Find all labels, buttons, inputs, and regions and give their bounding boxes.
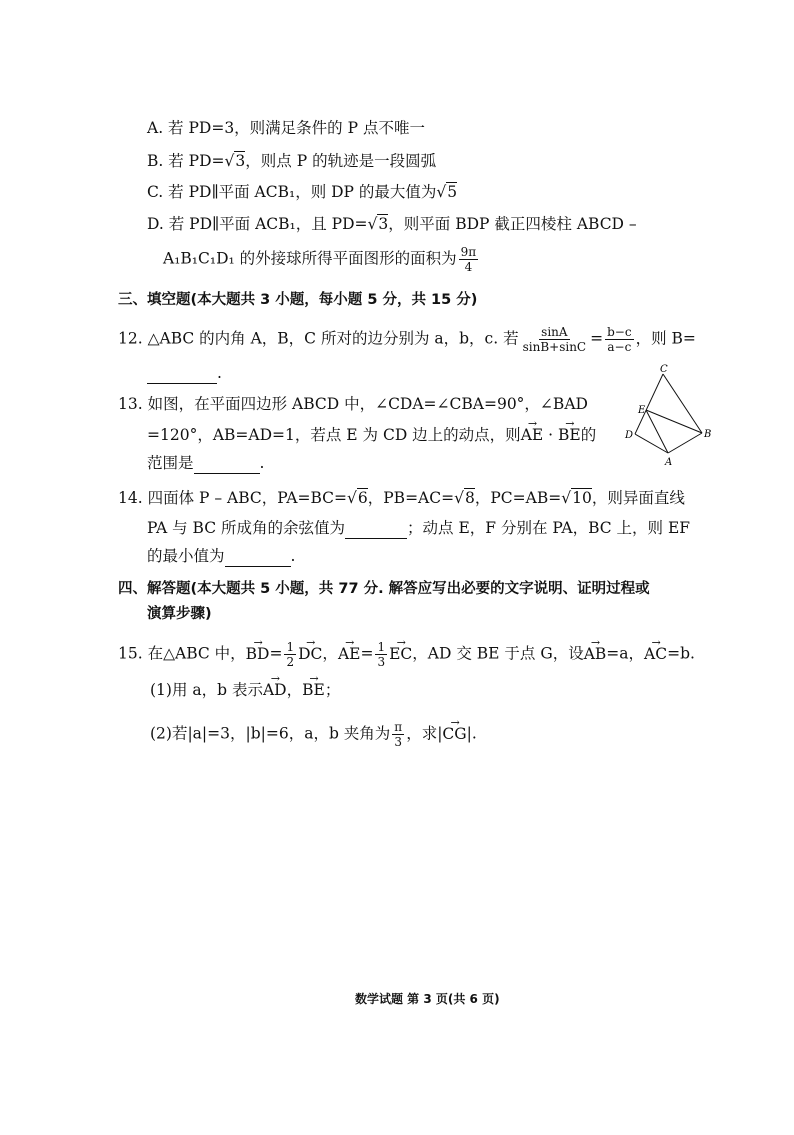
label-c: C — [660, 364, 668, 375]
label-a: A — [665, 457, 673, 468]
question-14-line1: 14. 四面体 P – ABC，PA=BC=√6，PB=AC=√8，PC=AB=√10，则异面直线 — [118, 489, 685, 507]
edge-cb — [663, 374, 702, 433]
question-14-line3: 的最小值为 . — [147, 547, 296, 565]
option-a: A. 若 PD=3，则满足条件的 P 点不唯一 — [147, 119, 425, 137]
label-d: D — [625, 430, 634, 441]
label-b: B — [704, 429, 712, 440]
question-13-line1: 13. 如图，在平面四边形 ABCD 中，∠CDA=∠CBA=90°，∠BAD — [118, 395, 588, 413]
question-12: 12. △ABC 的内角 A，B，C 所对的边分别为 a，b，c. 若 $\frac{\sin A}{\sin B+\sin C}$ = $\frac{b-c}{a-c}$ ，则 B= — [118, 325, 696, 354]
option-c: C. 若 PD∥平面 ACB₁，则 DP 的最大值为√5 — [147, 183, 458, 201]
edge-cd — [635, 374, 663, 434]
quadrilateral-figure — [618, 362, 718, 470]
question-15-stem: 15. 在△ABC 中，→ BD= $\frac{1}{2}$ → DC，→ AE= $\frac{1}{3}$ → EC，AD 交 BE 于点 G，设→ AB=a，→ AC=b. — [118, 640, 695, 669]
option-b: B. 若 PD=√3，则点 P 的轨迹是一段圆弧 — [147, 152, 437, 170]
segment-eb — [646, 410, 702, 433]
page-footer: 数学试题 第 3 页(共 6 页) — [355, 992, 500, 1006]
section-4-heading: 四、解答题(本大题共 5 小题，共 77 分. 解答应写出必要的文字说明、证明过程或 — [118, 581, 650, 597]
question-14-line2: PA 与 BC 所成角的余弦值为 ；动点 E，F 分别在 PA，BC 上，则 EF — [147, 519, 691, 537]
question-12-answer: . — [147, 362, 222, 384]
section-4-heading-cont: 演算步骤) — [147, 606, 212, 622]
label-e: E — [638, 405, 646, 416]
question-13-line2: =120°，AB=AD=1，若点 E 为 CD 边上的动点，则→ AE · → BE的 — [147, 424, 596, 446]
edge-ab — [668, 433, 702, 453]
area-fraction: $\frac{9\pi}{4}$ — [460, 245, 477, 274]
section-3-heading: 三、填空题(本大题共 3 小题，每小题 5 分，共 15 分) — [118, 292, 478, 308]
option-d-line2: A₁B₁C₁D₁ 的外接球所得平面图形的面积为 $\frac{9\pi}{4}$ — [163, 245, 477, 274]
question-13-line3: 范围是 . — [147, 454, 265, 472]
answer-blank[interactable] — [147, 367, 217, 384]
question-15-part2: (2)若|a|=3，|b|=6，a，b 夹角为 $\frac{\pi}{3}$ ，求|→ CG|. — [150, 720, 477, 749]
question-15-part1: (1)用 a，b 表示→ AD，→ BE； — [150, 679, 340, 701]
answer-blank[interactable] — [225, 550, 291, 567]
answer-blank[interactable] — [194, 457, 260, 474]
answer-blank[interactable] — [345, 522, 407, 539]
option-d-line1: D. 若 PD∥平面 ACB₁，且 PD=√3，则平面 BDP 截正四棱柱 ABCD – — [147, 215, 637, 233]
